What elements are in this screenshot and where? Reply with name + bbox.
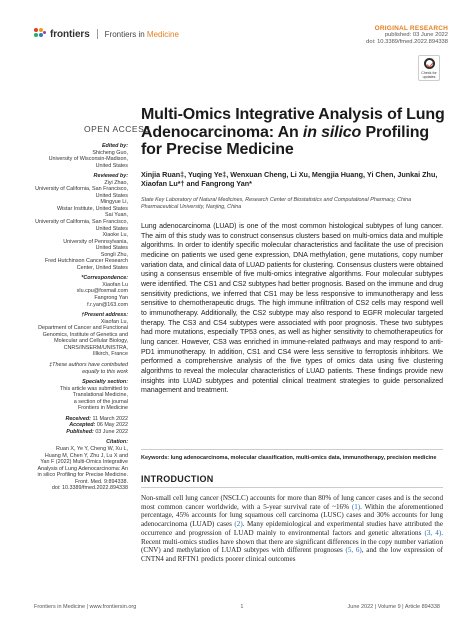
divider [141, 487, 443, 488]
reviewer-line: Songli Zhu, [100, 251, 128, 258]
affiliation: State Key Laboratory of Natural Medicines, Research Center of Biostatistics and Computational Pharmacy, China Pharmaceutical University, Nanjing, China [141, 197, 412, 210]
reviewer-line: University of California, San Francisco, [35, 219, 128, 226]
correspondence-line: Xiaofan Lu [102, 281, 128, 288]
date-label: Accepted: [69, 422, 96, 429]
keywords [141, 455, 443, 462]
intro-text: . Within the aforementioned percentage, 45% accounts for lung squamous cell carcinoma (LUSC) cases and 30% accounts for lung adenocarcinoma (LUAD) cases [141, 502, 443, 529]
specialty-line: Translational Medicine, [72, 392, 128, 399]
footer-journal[interactable]: Frontiers in Medicine | www.frontiersin.org [34, 604, 137, 610]
specialty-line: a section of the journal [73, 398, 128, 405]
abstract: Lung adenocarcinoma (LUAD) is one of the most common histological subtypes of lung cancer. The aim of this study was to construct consensus clusters based on multi-omics data and multiple algorithms. In order to identify specific molecular characteristics and facilitate the use of precision medicine on patients we used gene expression, DNA methylation, gene mutations, copy number variation data, and clinical data of LUAD patients for clustering. Consensus clusters were obtained using a consensus ensemble of five multi-omics integrative algorithms. Four molecular subtypes were identified. The CS1 and CS2 subtypes had better prognosis. Based on the immune and drug sensitivity predictions, we inferred that CS1 may be less responsive to immunotherapy and less sensitive to chemotherapeutic drugs. The high immune infiltration of CS2 cells may respond well to immunotherapy. Additionally, the CS2 subtype may also respond to EGFR molecular targeted therapy. The CS3 and CS4 subtypes were associated with poor prognosis. These two subtypes had more mutations, especially TP53 ones, as well as higher sensitivity to chemotherapeutics for lung cancer. However, CS3 was enriched in immune-related pathways and may respond to anti-PD1 immunotherapy. In addition, CS1 and CS4 were less sensitive to ferroptosis inhibitors. We performed a comprehensive analysis of the five types of omics data using five clustering algorithms to reveal the molecular characteristics of LUAD patients. These findings provide new insights into LUAD subtypes and potential clinical treatment strategies to guide personalized management and treatment. [141, 223, 443, 395]
citation-line: in silico Profiling for Precise Medicine. [37, 472, 128, 479]
present-address-line: CNRS/INSERM/UNISTRA, [63, 344, 128, 351]
section-heading: INTRODUCTION [141, 474, 214, 484]
publisher-name: frontiers [50, 28, 90, 40]
correspondence-line: Fangrong Yan [94, 295, 128, 302]
author-line: Xinjia Ruan‡, Yuqing Ye‡, Wenxuan Cheng, Li Xu, Mengjia Huang, Yi Chen, Junkai Zhu, [141, 170, 438, 179]
citation-line: Analysis of Lung Adenocarcinoma: An [37, 465, 128, 472]
page-header [0, 0, 474, 44]
open-access-label: OPEN ACCESS [84, 124, 151, 134]
divider [141, 449, 443, 450]
article-meta [366, 25, 448, 47]
journal-accent: Medicine [146, 29, 179, 39]
citation-heading: Citation: [106, 439, 128, 446]
logo-divider [97, 29, 98, 39]
article-title [141, 106, 451, 159]
citation-doi[interactable]: doi: 10.3389/fmed.2022.894338 [51, 485, 128, 492]
check-for-updates-badge[interactable] [418, 55, 440, 81]
title-part: Multi-Omics Integrative Analysis of Lung Adenocarcinoma: An [141, 106, 445, 141]
reviewer-line: Ziyi Zhao, [104, 179, 128, 186]
date-value: 03 June 2022 [95, 428, 128, 435]
reviewer-line: Xiaoke Lu, [102, 232, 128, 239]
correspondence-heading: *Correspondence: [81, 275, 128, 282]
reviewer-line: Fred Hutchinson Cancer Research [45, 258, 128, 265]
keywords-list: lung adenocarcinoma, molecular classification, multi-omics data, immunotherapy, precision medicine [169, 455, 437, 461]
reviewer-line: University of Pennsylvania, [63, 238, 128, 245]
reviewer-line: United States [95, 225, 128, 232]
journal-name [105, 30, 179, 39]
specialty-line: This article was submitted to [59, 385, 128, 392]
citation-line: Yan F (2022) Multi-Omics Integrative [40, 459, 128, 466]
citation-line: Huang M, Chen Y, Zhu J, Lu X and [44, 452, 128, 459]
author-list [141, 170, 446, 189]
date-published [34, 429, 128, 436]
specialty-line: Frontiers in Medicine [77, 405, 128, 412]
footer-issue: June 2022 | Volume 9 | Article 894338 [347, 604, 440, 610]
present-address-line: Xiaofan Lu, [100, 318, 128, 325]
citation-link[interactable]: (1) [351, 502, 361, 511]
intro-text: Non-small cell lung cancer (NSCLC) accounts for more than 80% of lung cancer cases and is the second most common cancer worldwide, with a 5-year survival rate of ~16% [141, 494, 443, 511]
page-number: 1 [240, 604, 244, 610]
reviewer-line: Sai Yuan, [105, 212, 128, 219]
edited-by-line: University of Wisconsin-Madison, [48, 156, 128, 163]
edited-by-line: Shicheng Guo, [92, 149, 128, 156]
intro-text: , and the low expression of CNTN4 and RFTN1 predicts poorer clinical outcomes [141, 546, 443, 563]
present-address-line: Genomics, Institute of Genetics and [42, 331, 128, 338]
author-line: Xiaofan Lu*† and Fangrong Yan* [141, 179, 252, 189]
reviewer-line: University of California, San Francisco, [35, 186, 128, 193]
article-type: ORIGINAL RESEARCH [374, 25, 448, 32]
intro-text: . Many epidemiological and experimental studies have attributed the occurrence and progression of LUAD mainly to environmental factors and genetic alterations [141, 520, 443, 537]
specialty-heading: Specialty section: [82, 379, 128, 386]
equal-contribution-line: equally to this work [82, 368, 128, 375]
date-value: 11 March 2022 [92, 415, 128, 422]
citation-link[interactable]: (5, 6) [345, 546, 362, 555]
correspondence-email[interactable]: f.r.yan@163.com [87, 301, 128, 308]
reviewer-line: Center, United States [76, 264, 128, 271]
doi[interactable]: doi: 10.3389/fmed.2022.894338 [366, 39, 448, 46]
citation-link[interactable]: (3, 4) [424, 528, 442, 537]
equal-contribution-line: ‡These authors have contributed [49, 361, 128, 368]
check-updates-icon [424, 58, 435, 69]
present-address-line: Illkirch, France [92, 351, 128, 358]
frontiers-logo[interactable] [34, 28, 179, 40]
published-date: published: 03 June 2022 [384, 32, 448, 39]
edited-by [34, 143, 128, 492]
present-address-heading: †Present address: [81, 312, 128, 319]
journal-prefix: Frontiers in [104, 29, 147, 39]
correspondence-email[interactable]: xlu.cpu@foxmail.com [76, 288, 128, 295]
title-italic: in silico [302, 123, 362, 141]
date-label: Received: [65, 415, 91, 422]
edited-by-heading: Edited by: [101, 143, 128, 149]
edited-by-line: United States [95, 162, 128, 169]
title-part: Profiling for Precise Medicine [141, 123, 429, 159]
citation-link[interactable]: (2) [234, 520, 243, 529]
present-address-line: Department of Cancer and Functional [38, 325, 128, 332]
check-updates-label: Check for updates [421, 70, 437, 79]
citation-line: Front. Med. 9:894338. [74, 478, 128, 485]
date-value: 06 May 2022 [96, 422, 128, 429]
reviewer-line: Mingyue Li, [100, 199, 128, 206]
date-label: Published: [66, 428, 94, 435]
present-address-line: Molecular and Cellular Biology, [54, 338, 128, 345]
intro-text: . Recent multi-omics studies have shown that there are significant differences in the copy number variation (CNV) and methylation of LUAD subtypes with different prognoses [141, 528, 443, 555]
reviewer-line: United States [95, 245, 128, 252]
reviewed-by-heading: Reviewed by: [93, 173, 128, 180]
keywords-label: Keywords: [141, 455, 170, 461]
frontiers-logo-icon [34, 28, 46, 40]
reviewer-line: United States [95, 192, 128, 199]
reviewer-line: Wistar Institute, United States [56, 205, 128, 212]
introduction-text [141, 494, 443, 564]
citation-line: Ruan X, Ye Y, Cheng W, Xu L, [55, 445, 128, 452]
page-footer [34, 604, 440, 610]
